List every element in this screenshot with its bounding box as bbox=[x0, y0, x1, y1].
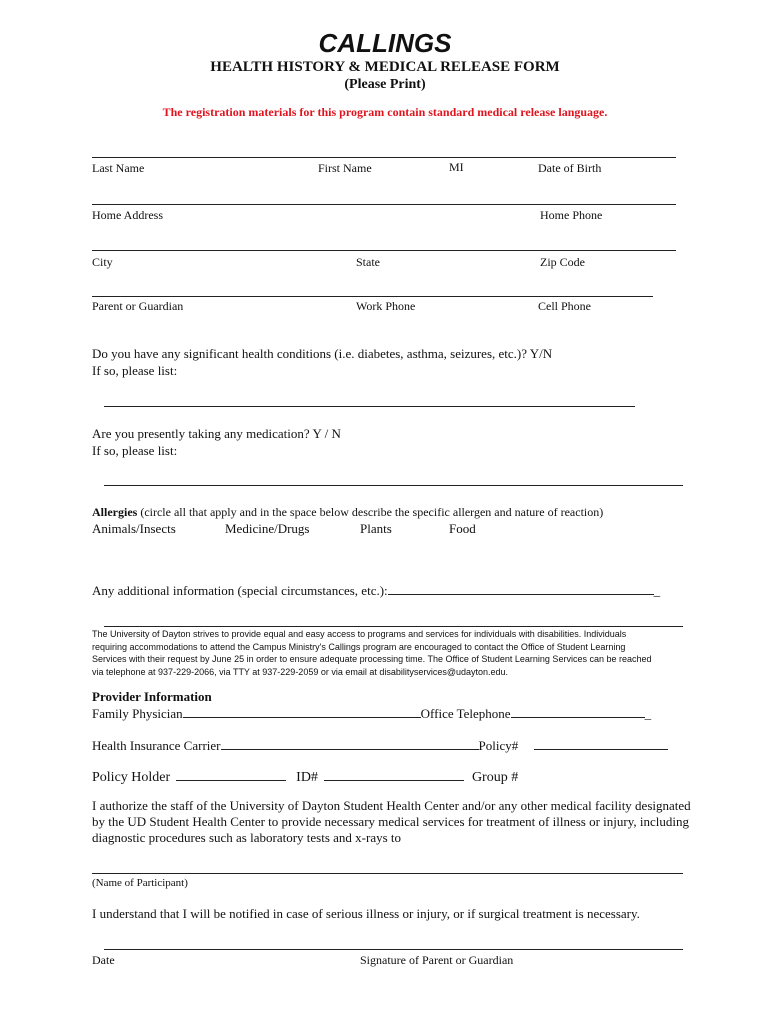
state-label: State bbox=[356, 255, 380, 269]
policy-number-label: Policy# bbox=[478, 738, 519, 753]
work-phone-label: Work Phone bbox=[356, 299, 416, 313]
allergy-option-plants[interactable]: Plants bbox=[360, 521, 392, 536]
participant-name-line[interactable] bbox=[92, 873, 683, 874]
dob-label: Date of Birth bbox=[538, 161, 602, 175]
allergy-option-medicine[interactable]: Medicine/Drugs bbox=[225, 521, 310, 536]
additional-info-line[interactable] bbox=[104, 626, 683, 627]
medication-list-line[interactable] bbox=[104, 485, 683, 486]
provider-heading: Provider Information bbox=[92, 689, 212, 704]
additional-info-field[interactable] bbox=[388, 582, 654, 595]
policy-number-field[interactable] bbox=[534, 737, 668, 750]
allergies-instructions: Allergies (circle all that apply and in the space below describe the specific allergen and nature of reaction) bbox=[92, 505, 604, 519]
insurance-carrier-label: Health Insurance Carrier bbox=[92, 738, 221, 753]
form-title: CALLINGS bbox=[318, 28, 452, 58]
home-phone-label: Home Phone bbox=[540, 208, 603, 222]
release-notice: The registration materials for this program contain standard medical release language. bbox=[162, 105, 608, 119]
allergies-label: Allergies bbox=[92, 505, 138, 519]
address-line[interactable] bbox=[92, 204, 676, 205]
zip-label: Zip Code bbox=[540, 255, 585, 269]
physician-row: Family Physician Office Telephone _ bbox=[92, 706, 652, 721]
policy-holder-row bbox=[92, 768, 518, 786]
office-telephone-field[interactable] bbox=[511, 705, 645, 718]
medication-question: Are you presently taking any medication? Y / N bbox=[92, 426, 341, 441]
id-number-label: ID# bbox=[296, 770, 318, 785]
health-conditions-question: Do you have any significant health conditions (i.e. diabetes, asthma, seizures, etc.)? Y/N bbox=[92, 346, 553, 361]
parent-label: Parent or Guardian bbox=[92, 299, 184, 313]
first-name-label: First Name bbox=[318, 161, 372, 175]
group-number-label: Group # bbox=[471, 770, 519, 785]
additional-info-row: Any additional information (special circumstances, etc.): _ bbox=[92, 583, 661, 598]
signature-label: Signature of Parent or Guardian bbox=[360, 953, 514, 967]
name-line[interactable] bbox=[92, 157, 676, 158]
notification-statement: I understand that I will be notified in case of serious illness or injury, or if surgical treatment is necessary. bbox=[92, 906, 640, 921]
authorization-text: I authorize the staff of the University of Dayton Student Health Center and/or any other medical facility designated by the UD Student Health Center to provide necessary medical services for treatment of illness or injury, including diagnostic procedures such as laboratory tests and x-rays to bbox=[92, 798, 691, 845]
signature-line[interactable] bbox=[104, 949, 683, 950]
insurance-row bbox=[92, 737, 668, 754]
id-number-field[interactable] bbox=[324, 768, 464, 781]
family-physician-field[interactable] bbox=[183, 705, 421, 718]
last-name-label: Last Name bbox=[92, 161, 145, 175]
health-list-line[interactable] bbox=[104, 406, 635, 407]
policy-holder-label: Policy Holder bbox=[92, 770, 171, 785]
city-label: City bbox=[92, 255, 113, 269]
home-address-label: Home Address bbox=[92, 208, 163, 222]
health-list-prompt: If so, please list: bbox=[92, 363, 178, 378]
city-line[interactable] bbox=[92, 250, 676, 251]
allergy-option-food[interactable]: Food bbox=[449, 521, 476, 536]
accessibility-disclaimer: The University of Dayton strives to provide equal and easy access to programs and services for individuals with disabilities. Individuals requiring accommodations to attend the Campus Ministry's Callings program are encouraged to contact the Office of Student Learning Services with their request by June 25 in order to ensure adequate processing time. The Office of Student Learning Services can be reached via telephone at 937-229-2066, via TTY at 937-229-2059 or via email at disabilityservices@udayton.edu. bbox=[92, 629, 652, 677]
cell-phone-label: Cell Phone bbox=[538, 299, 591, 313]
print-note: (Please Print) bbox=[344, 77, 426, 92]
allergy-option-animals[interactable]: Animals/Insects bbox=[92, 521, 176, 536]
form-subtitle: HEALTH HISTORY & MEDICAL RELEASE FORM bbox=[210, 59, 560, 75]
date-label: Date bbox=[92, 953, 115, 967]
insurance-carrier-field[interactable] bbox=[221, 737, 479, 750]
mi-label: MI bbox=[449, 160, 464, 174]
parent-line[interactable] bbox=[92, 296, 653, 297]
family-physician-label: Family Physician bbox=[92, 706, 183, 721]
participant-name-label: (Name of Participant) bbox=[92, 877, 188, 889]
medication-list-prompt: If so, please list: bbox=[92, 443, 178, 458]
office-telephone-label: Office Telephone bbox=[420, 706, 511, 721]
additional-info-label: Any additional information (special circumstances, etc.): bbox=[92, 583, 388, 598]
policy-holder-field[interactable] bbox=[176, 768, 286, 781]
